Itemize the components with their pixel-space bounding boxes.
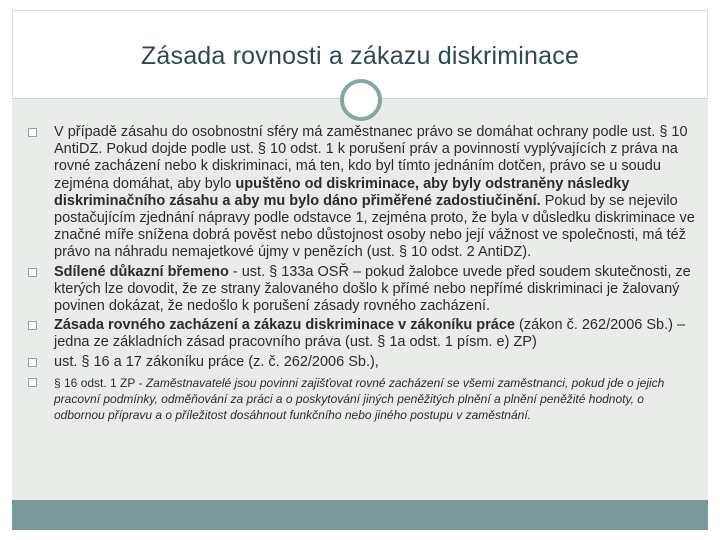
bullet-bold-text: upuštěno od diskriminace, aby byly odstraněny následky diskriminačního zásahu a aby mu bylo dáno přiměřené zadostiučinění. (54, 175, 630, 209)
square-bullet-icon (28, 128, 37, 137)
square-bullet-icon (28, 358, 37, 367)
bullet-italic-text: Zaměstnavatelé jsou povinni zajišťovat rovné zacházení se všemi zaměstnanci, pokud jde o jejich pracovní podmínky, odměňování za práci a o poskytování jiných peněžitých plnění a plnění peněžité hodnoty, o odbornou přípravu a o příležitost dosáhnout funkčního nebo jiného postupu v zaměstnání. (54, 375, 665, 422)
slide-title: Zásada rovnosti a zákazu diskriminace (140, 42, 580, 70)
bullet-item (36, 317, 696, 351)
bullet-text: Pokud by se nejevilo postačujícím zjednání nápravy podle odstavce 1, zejména proto, že byla v důsledku diskriminace ve značné míře snížena dobrá pověst nebo důstojnost osoby nebo její vážnost ve společnosti, má též právo na náhradu nemajetkové újmy v penězích (ust. § 10 odst. 2 AntiDZ). (54, 192, 695, 261)
bullet-item (36, 375, 696, 423)
bullet-item (36, 124, 696, 262)
bullet-text: V případě zásahu do osobnostní sféry má zaměstnanec právo se domáhat ochrany podle ust. § 10 AntiDZ. Pokud dojde podle ust. § 10 odst. 1 k porušení práv a povinností vyplývajících z práva na rovné zacházení nebo k diskriminaci, má ten, kdo byl tímto jednáním dotčen, právo se u soudu zejména domáhat, aby bylo (54, 124, 688, 192)
square-bullet-icon (28, 378, 37, 387)
bullet-text: - ust. § 133a OSŘ – pokud žalobce uvede před soudem skutečnosti, ze kterých lze dovodit, že ze strany žalovaného došlo k přímé nebo nepřímé diskriminaci je žalovaný povinen dokázat, že nedošlo k porušení zásady rovného zacházení. (54, 263, 691, 315)
bullet-bold-text: Zásada rovného zacházení a zákazu diskriminace v zákoníku práce (54, 317, 515, 334)
footer-band (12, 500, 708, 530)
bullet-bold-text: Sdílené důkazní břemeno (54, 263, 229, 280)
circle-emblem-icon (340, 79, 382, 121)
square-bullet-icon (28, 321, 37, 330)
bullet-text: § 16 odst. 1 ZP - (54, 375, 146, 390)
bullet-list (36, 124, 696, 425)
square-bullet-icon (28, 268, 37, 277)
bullet-text: ust. § 16 a 17 zákoníku práce (z. č. 262/2006 Sb.), (54, 353, 379, 370)
bullet-text: (zákon č. 262/2006 Sb.) – jedna ze základních zásad pracovního práva (ust. § 1a odst. 1 písm. e) ZP) (54, 317, 686, 351)
bullet-item (36, 264, 696, 316)
bullet-item (36, 354, 696, 371)
